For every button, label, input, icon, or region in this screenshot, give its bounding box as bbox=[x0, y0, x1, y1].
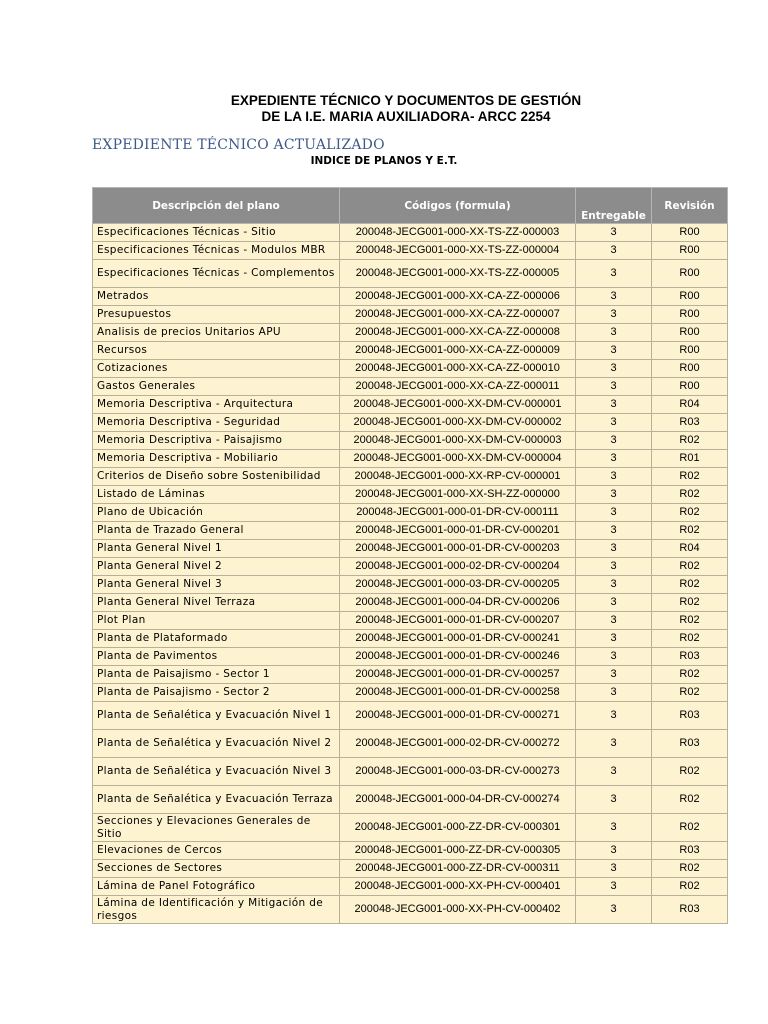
cell-revision: R02 bbox=[652, 594, 728, 612]
cell-deliverable: 3 bbox=[576, 342, 652, 360]
cell-deliverable: 3 bbox=[576, 594, 652, 612]
cell-description: Gastos Generales bbox=[93, 378, 340, 396]
table-row bbox=[93, 786, 728, 814]
cell-code: 200048-JECG001-000-03-DR-CV-000273 bbox=[340, 758, 576, 786]
column-header-code: Códigos (formula) bbox=[340, 188, 576, 224]
cell-code: 200048-JECG001-000-XX-DM-CV-000001 bbox=[340, 396, 576, 414]
cell-revision: R02 bbox=[652, 758, 728, 786]
cell-code: 200048-JECG001-000-01-DR-CV-000201 bbox=[340, 522, 576, 540]
cell-deliverable: 3 bbox=[576, 814, 652, 842]
cell-description: Planta de Paisajismo - Sector 1 bbox=[93, 666, 340, 684]
cell-revision: R04 bbox=[652, 396, 728, 414]
table-row bbox=[93, 896, 728, 924]
cell-code: 200048-JECG001-000-01-DR-CV-000241 bbox=[340, 630, 576, 648]
table-row bbox=[93, 242, 728, 260]
index-subtitle: INDICE DE PLANOS Y E.T. bbox=[310, 155, 458, 167]
cell-code: 200048-JECG001-000-XX-TS-ZZ-000004 bbox=[340, 242, 576, 260]
cell-description: Planta de Señalética y Evacuación Terraza bbox=[93, 786, 340, 814]
cell-code: 200048-JECG001-000-ZZ-DR-CV-000301 bbox=[340, 814, 576, 842]
column-header-revision: Revisión bbox=[652, 188, 728, 224]
cell-code: 200048-JECG001-000-XX-DM-CV-000003 bbox=[340, 432, 576, 450]
cell-revision: R01 bbox=[652, 450, 728, 468]
cell-code: 200048-JECG001-000-XX-DM-CV-000004 bbox=[340, 450, 576, 468]
cell-description: Especificaciones Técnicas - Complementos bbox=[93, 260, 340, 288]
cell-revision: R03 bbox=[652, 648, 728, 666]
cell-deliverable: 3 bbox=[576, 684, 652, 702]
cell-code: 200048-JECG001-000-XX-PH-CV-000402 bbox=[340, 896, 576, 924]
table-row bbox=[93, 702, 728, 730]
cell-code: 200048-JECG001-000-02-DR-CV-000272 bbox=[340, 730, 576, 758]
cell-code: 200048-JECG001-000-XX-CA-ZZ-000009 bbox=[340, 342, 576, 360]
cell-deliverable: 3 bbox=[576, 468, 652, 486]
table-row bbox=[93, 324, 728, 342]
cell-description: Planta General Nivel 3 bbox=[93, 576, 340, 594]
cell-deliverable: 3 bbox=[576, 786, 652, 814]
cell-description: Planta de Plataformado bbox=[93, 630, 340, 648]
plans-index-table bbox=[92, 187, 728, 924]
cell-code: 200048-JECG001-000-01-DR-CV-000257 bbox=[340, 666, 576, 684]
cell-code: 200048-JECG001-000-XX-DM-CV-000002 bbox=[340, 414, 576, 432]
cell-code: 200048-JECG001-000-01-DR-CV-000203 bbox=[340, 540, 576, 558]
cell-description: Memoria Descriptiva - Mobiliario bbox=[93, 450, 340, 468]
cell-description: Planta de Señalética y Evacuación Nivel 3 bbox=[93, 758, 340, 786]
cell-description: Plot Plan bbox=[93, 612, 340, 630]
cell-code: 200048-JECG001-000-01-DR-CV-000271 bbox=[340, 702, 576, 730]
cell-code: 200048-JECG001-000-03-DR-CV-000205 bbox=[340, 576, 576, 594]
cell-description: Planta de Señalética y Evacuación Nivel 2 bbox=[93, 730, 340, 758]
cell-deliverable: 3 bbox=[576, 576, 652, 594]
table-row bbox=[93, 224, 728, 242]
cell-deliverable: 3 bbox=[576, 666, 652, 684]
column-header-deliverable: Entregable bbox=[576, 188, 652, 224]
cell-revision: R02 bbox=[652, 558, 728, 576]
cell-description: Plano de Ubicación bbox=[93, 504, 340, 522]
cell-code: 200048-JECG001-000-01-DR-CV-000111 bbox=[340, 504, 576, 522]
cell-deliverable: 3 bbox=[576, 558, 652, 576]
cell-code: 200048-JECG001-000-02-DR-CV-000204 bbox=[340, 558, 576, 576]
cell-description: Planta de Señalética y Evacuación Nivel 1 bbox=[93, 702, 340, 730]
column-header-description: Descripción del plano bbox=[93, 188, 340, 224]
cell-code: 200048-JECG001-000-01-DR-CV-000246 bbox=[340, 648, 576, 666]
table-row bbox=[93, 612, 728, 630]
cell-code: 200048-JECG001-000-XX-CA-ZZ-000011 bbox=[340, 378, 576, 396]
cell-code: 200048-JECG001-000-01-DR-CV-000258 bbox=[340, 684, 576, 702]
table-row bbox=[93, 630, 728, 648]
cell-description: Lámina de Identificación y Mitigación de riesgos bbox=[93, 896, 340, 924]
cell-deliverable: 3 bbox=[576, 522, 652, 540]
table-row bbox=[93, 504, 728, 522]
cell-description: Criterios de Diseño sobre Sostenibilidad bbox=[93, 468, 340, 486]
cell-deliverable: 3 bbox=[576, 878, 652, 896]
cell-deliverable: 3 bbox=[576, 730, 652, 758]
cell-deliverable: 3 bbox=[576, 630, 652, 648]
cell-deliverable: 3 bbox=[576, 842, 652, 860]
cell-description: Recursos bbox=[93, 342, 340, 360]
cell-deliverable: 3 bbox=[576, 540, 652, 558]
cell-description: Elevaciones de Cercos bbox=[93, 842, 340, 860]
cell-revision: R00 bbox=[652, 324, 728, 342]
cell-deliverable: 3 bbox=[576, 414, 652, 432]
table-row bbox=[93, 450, 728, 468]
table-row bbox=[93, 878, 728, 896]
cell-revision: R02 bbox=[652, 684, 728, 702]
cell-revision: R02 bbox=[652, 786, 728, 814]
cell-description: Secciones de Sectores bbox=[93, 860, 340, 878]
table-row bbox=[93, 842, 728, 860]
cell-code: 200048-JECG001-000-ZZ-DR-CV-000311 bbox=[340, 860, 576, 878]
table-row bbox=[93, 860, 728, 878]
cell-description: Planta General Nivel 2 bbox=[93, 558, 340, 576]
cell-description: Presupuestos bbox=[93, 306, 340, 324]
table-row bbox=[93, 414, 728, 432]
cell-deliverable: 3 bbox=[576, 758, 652, 786]
cell-revision: R03 bbox=[652, 896, 728, 924]
table-row bbox=[93, 758, 728, 786]
cell-description: Planta de Pavimentos bbox=[93, 648, 340, 666]
cell-revision: R00 bbox=[652, 260, 728, 288]
cell-deliverable: 3 bbox=[576, 378, 652, 396]
cell-revision: R02 bbox=[652, 878, 728, 896]
cell-revision: R02 bbox=[652, 432, 728, 450]
table-row bbox=[93, 730, 728, 758]
table-row bbox=[93, 432, 728, 450]
cell-code: 200048-JECG001-000-04-DR-CV-000206 bbox=[340, 594, 576, 612]
cell-description: Secciones y Elevaciones Generales de Sitio bbox=[93, 814, 340, 842]
cell-deliverable: 3 bbox=[576, 306, 652, 324]
cell-revision: R02 bbox=[652, 612, 728, 630]
cell-deliverable: 3 bbox=[576, 648, 652, 666]
cell-revision: R03 bbox=[652, 842, 728, 860]
cell-description: Especificaciones Técnicas - Sitio bbox=[93, 224, 340, 242]
cell-code: 200048-JECG001-000-XX-CA-ZZ-000007 bbox=[340, 306, 576, 324]
table-row bbox=[93, 486, 728, 504]
table-row bbox=[93, 666, 728, 684]
cell-revision: R02 bbox=[652, 576, 728, 594]
cell-revision: R03 bbox=[652, 414, 728, 432]
cell-deliverable: 3 bbox=[576, 396, 652, 414]
cell-code: 200048-JECG001-000-XX-CA-ZZ-000006 bbox=[340, 288, 576, 306]
cell-deliverable: 3 bbox=[576, 612, 652, 630]
cell-deliverable: 3 bbox=[576, 504, 652, 522]
cell-description: Memoria Descriptiva - Paisajismo bbox=[93, 432, 340, 450]
table-row bbox=[93, 576, 728, 594]
cell-revision: R02 bbox=[652, 522, 728, 540]
cell-deliverable: 3 bbox=[576, 432, 652, 450]
cell-revision: R02 bbox=[652, 860, 728, 878]
table-row bbox=[93, 594, 728, 612]
cell-description: Planta de Trazado General bbox=[93, 522, 340, 540]
cell-deliverable: 3 bbox=[576, 450, 652, 468]
table-row bbox=[93, 684, 728, 702]
cell-revision: R00 bbox=[652, 342, 728, 360]
cell-description: Memoria Descriptiva - Arquitectura bbox=[93, 396, 340, 414]
table-header-row bbox=[93, 188, 728, 224]
cell-code: 200048-JECG001-000-XX-CA-ZZ-000010 bbox=[340, 360, 576, 378]
table-row bbox=[93, 540, 728, 558]
cell-description: Planta de Paisajismo - Sector 2 bbox=[93, 684, 340, 702]
cell-code: 200048-JECG001-000-XX-SH-ZZ-000000 bbox=[340, 486, 576, 504]
cell-revision: R02 bbox=[652, 814, 728, 842]
cell-revision: R00 bbox=[652, 306, 728, 324]
cell-revision: R00 bbox=[652, 360, 728, 378]
section-heading: EXPEDIENTE TÉCNICO ACTUALIZADO bbox=[92, 137, 385, 153]
cell-revision: R00 bbox=[652, 378, 728, 396]
table-row bbox=[93, 396, 728, 414]
cell-revision: R03 bbox=[652, 730, 728, 758]
cell-description: Analisis de precios Unitarios APU bbox=[93, 324, 340, 342]
cell-revision: R00 bbox=[652, 224, 728, 242]
cell-deliverable: 3 bbox=[576, 360, 652, 378]
table-row bbox=[93, 648, 728, 666]
cell-code: 200048-JECG001-000-XX-TS-ZZ-000003 bbox=[340, 224, 576, 242]
cell-deliverable: 3 bbox=[576, 224, 652, 242]
cell-description: Metrados bbox=[93, 288, 340, 306]
table-row bbox=[93, 814, 728, 842]
cell-description: Listado de Láminas bbox=[93, 486, 340, 504]
cell-revision: R00 bbox=[652, 288, 728, 306]
cell-deliverable: 3 bbox=[576, 260, 652, 288]
cell-code: 200048-JECG001-000-XX-TS-ZZ-000005 bbox=[340, 260, 576, 288]
cell-description: Planta General Nivel 1 bbox=[93, 540, 340, 558]
cell-code: 200048-JECG001-000-XX-CA-ZZ-000008 bbox=[340, 324, 576, 342]
document-title-line2: DE LA I.E. MARIA AUXILIADORA- ARCC 2254 bbox=[261, 109, 551, 124]
cell-revision: R02 bbox=[652, 504, 728, 522]
cell-deliverable: 3 bbox=[576, 324, 652, 342]
cell-deliverable: 3 bbox=[576, 288, 652, 306]
cell-code: 200048-JECG001-000-04-DR-CV-000274 bbox=[340, 786, 576, 814]
cell-description: Memoria Descriptiva - Seguridad bbox=[93, 414, 340, 432]
cell-code: 200048-JECG001-000-XX-PH-CV-000401 bbox=[340, 878, 576, 896]
table-row bbox=[93, 522, 728, 540]
cell-revision: R02 bbox=[652, 630, 728, 648]
cell-revision: R02 bbox=[652, 486, 728, 504]
cell-revision: R02 bbox=[652, 666, 728, 684]
cell-description: Lámina de Panel Fotográfico bbox=[93, 878, 340, 896]
cell-revision: R02 bbox=[652, 468, 728, 486]
cell-revision: R04 bbox=[652, 540, 728, 558]
cell-description: Cotizaciones bbox=[93, 360, 340, 378]
cell-deliverable: 3 bbox=[576, 896, 652, 924]
table-row bbox=[93, 260, 728, 288]
table-row bbox=[93, 468, 728, 486]
cell-code: 200048-JECG001-000-XX-RP-CV-000001 bbox=[340, 468, 576, 486]
cell-description: Especificaciones Técnicas - Modulos MBR bbox=[93, 242, 340, 260]
cell-description: Planta General Nivel Terraza bbox=[93, 594, 340, 612]
table-row bbox=[93, 306, 728, 324]
cell-deliverable: 3 bbox=[576, 242, 652, 260]
table-row bbox=[93, 342, 728, 360]
cell-code: 200048-JECG001-000-01-DR-CV-000207 bbox=[340, 612, 576, 630]
cell-deliverable: 3 bbox=[576, 860, 652, 878]
cell-code: 200048-JECG001-000-ZZ-DR-CV-000305 bbox=[340, 842, 576, 860]
cell-deliverable: 3 bbox=[576, 486, 652, 504]
cell-revision: R03 bbox=[652, 702, 728, 730]
table-row bbox=[93, 378, 728, 396]
table-row bbox=[93, 360, 728, 378]
table-body bbox=[93, 224, 728, 924]
document-title-line1: EXPEDIENTE TÉCNICO Y DOCUMENTOS DE GESTIÓN bbox=[230, 93, 582, 108]
cell-deliverable: 3 bbox=[576, 702, 652, 730]
table-row bbox=[93, 558, 728, 576]
table-row bbox=[93, 288, 728, 306]
cell-revision: R00 bbox=[652, 242, 728, 260]
